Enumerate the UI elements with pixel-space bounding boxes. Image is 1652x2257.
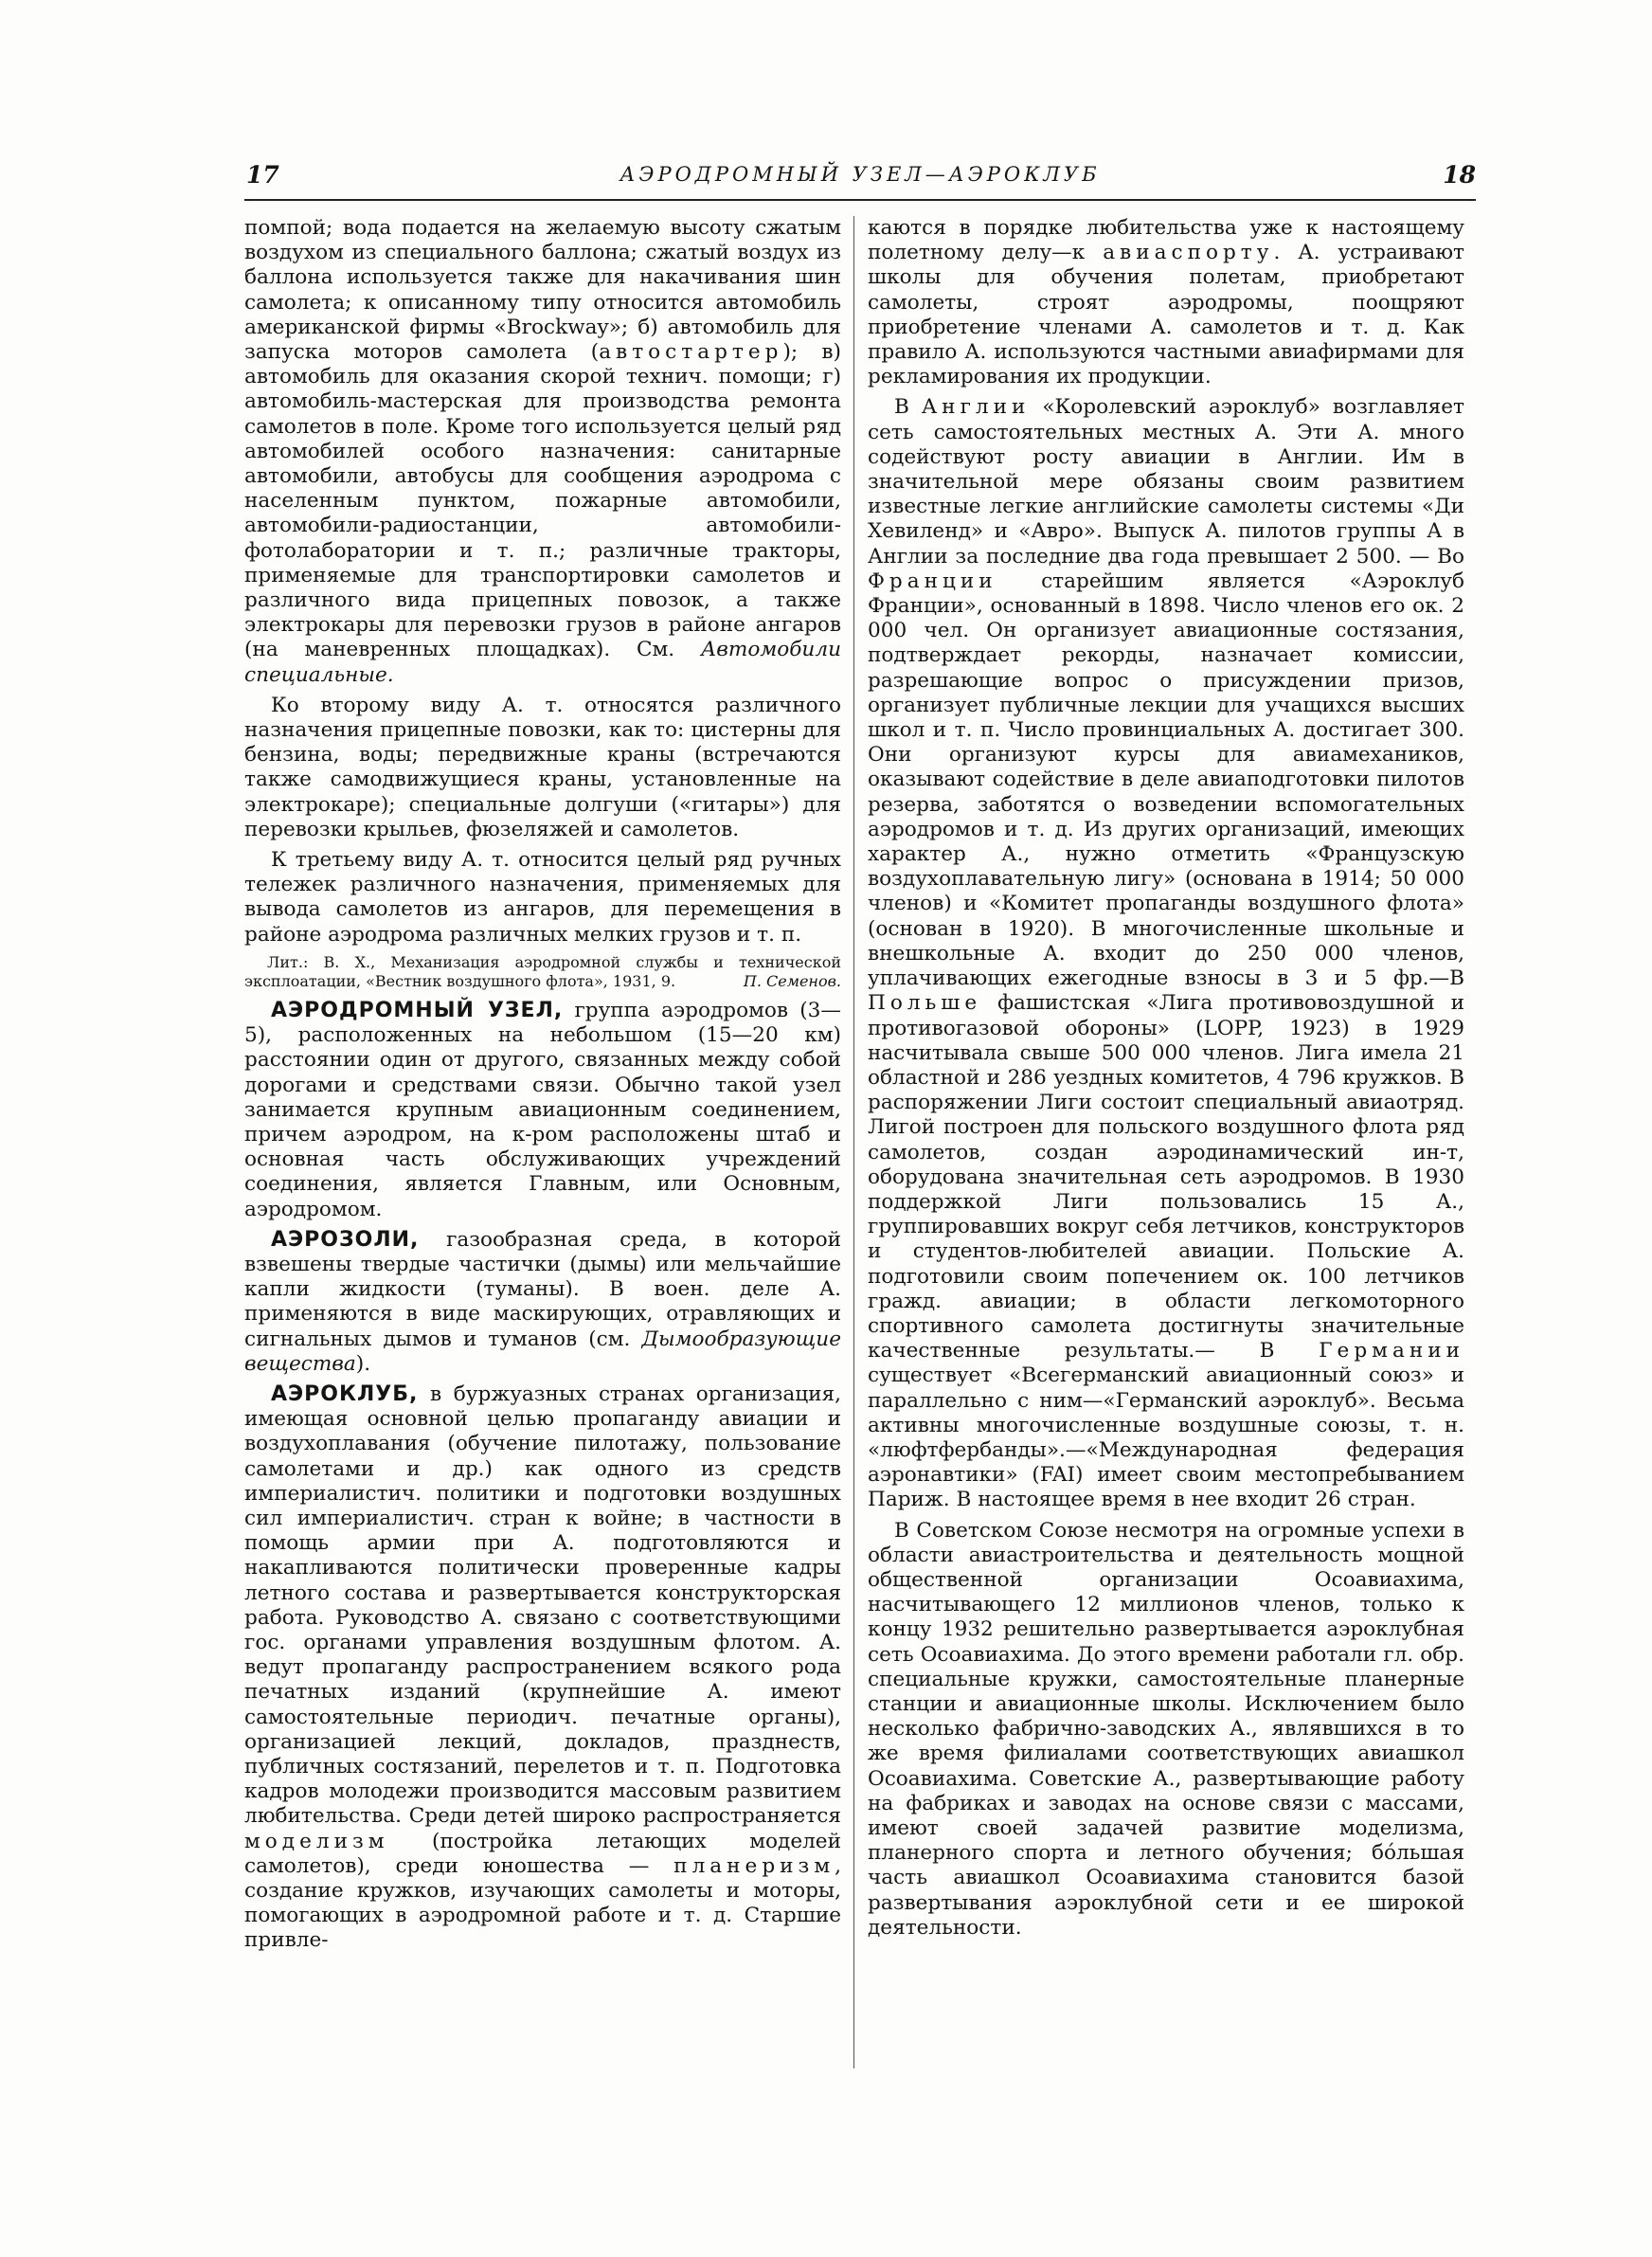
- entry-text: (постройка летающих моделей самолетов), среди юношества —: [244, 1829, 841, 1878]
- literature-note: [244, 953, 841, 991]
- text: ); в) автомобиль для оказания скорой технич. помощи; г) автомобиль-мастерская для производства ремонта самолетов в поле. Кроме того используется целый ряд автомобилей особого назначения: санитарные автомобили, автобусы для сообщения аэродрома с населенным пунктом, пожарные автомобили, автомобили-радиостанции, автомобили-фотолаборатории и т. п.; различные тракторы, применяемые для транспортировки самолетов и различного вида прицепных повозок, а также электрокары для перевозки грузов в районе ангаров (на маневренных площадках). См.: [244, 340, 841, 662]
- text: старейшим является «Аэроклуб Франции», основанный в 1898. Число членов его ок. 2 000 чел. Он организует авиационные состязания, подтверждает рекорды, назначает комиссии, разрешающие вопрос о присуждении призов, организует публичные лекции для учащихся высших школ и т. п. Число провинциальных А. достигает 300. Они организуют курсы для авиамехаников, оказывают содействие в деле авиаподготовки пилотов резерва, заботятся о возведении вспомогательных аэродромов и т. д. Из других организаций, имеющих характер А., нужно отметить «Французскую воздухоплавательную лигу» (основана в 1914; 50 000 членов) и «Комитет пропаганды воздушного флота» (основан в 1920). В многочисленные школьные и внешкольные А. входит до 250 000 членов, уплачивающих ежегодные взносы в 3 и 5 фр.—В: [868, 569, 1464, 991]
- text: . А. устраивают школы для обучения полетам, приобретают самолеты, строят аэродромы, поощряют приобретение членами А. самолетов и т. д. Как правило А. используются частными авиафирмами для рекламирования их продукции.: [868, 241, 1464, 389]
- spaced-term: авиаспорту: [1103, 241, 1274, 265]
- page-number-left: 17: [246, 161, 279, 189]
- spaced-term: Англии: [921, 395, 1031, 420]
- spaced-term: Франции: [868, 569, 997, 593]
- paragraph-third-type: К третьему виду А. т. относится целый ряд ручных тележек различного назначения, применяемых для вывода самолетов из ангаров, для перемещения в районе аэродрома различных мелких грузов и т. п.: [244, 848, 841, 947]
- column-divider: [853, 216, 854, 2068]
- entry-heading: АЭРОЗОЛИ,: [271, 1227, 420, 1252]
- entry-heading: АЭРОДРОМНЫЙ УЗЕЛ,: [271, 998, 564, 1022]
- entry-text: газообразная среда, в которой взвешены твердые частички (дымы) или мельчайшие капли жидкости (туманы). В воен. деле А. применяются в виде маскирующих, отравляющих и сигнальных дымов и туманов (см.: [244, 1227, 841, 1351]
- paragraph-vehicles-types: [244, 216, 841, 688]
- left-column: [244, 216, 841, 2225]
- text: В: [894, 395, 909, 420]
- paragraph-aviasport: [868, 216, 1464, 389]
- entry-text: группа аэродромов (3—5), расположенных на небольшом (15—20 км) расстоянии один от другого, связанных между собой дорогами и средствами связи. Обычно такой узел занимается крупным авиационным соединением, причем аэродром, на к-ром расположены штаб и основная часть обслуживающих учреждений соединения, является Главным, или Основным, аэродромом.: [244, 998, 841, 1221]
- paragraph-second-type: Ко второму виду А. т. относятся различного назначения прицепные повозки, как то: цистерны для бензина, воды; передвижные краны (встречаются также самодвижущиеся краны, установленные на электрокаре); специальные долгуши («гитары») для перевозки крыльев, фюзеляжей и самолетов.: [244, 693, 841, 841]
- spaced-term: моделизм: [244, 1829, 389, 1853]
- text: каются в порядке любительства уже к настоящему полетному делу—к: [868, 216, 1464, 265]
- text: фашистская «Лига противовоздушной и противогазовой обороны» (LOPP, 1923) в 1929 насчитывала свыше 500 000 членов. Лига имела 21 областной и 286 уездных комитетов, 4 796 кружков. В распоряжении Лиги состоит специальный авиаотряд. Лигой построен для польского воздушного флота ряд самолетов, создан аэродинамический ин-т, оборудована значительная сеть аэродромов. В 1930 поддержкой Лиги пользовались 15 А., группировавших вокруг себя летчиков, конструкторов и студентов-любителей авиации. Польские А. подготовили своим попечением ок. 100 летчиков гражд. авиации; в области легкомоторного спортивного самолета достигнуты значительные качественные результаты.— В: [868, 991, 1464, 1363]
- entry-text: , создание кружков, изучающих самолеты и моторы, помогающих в аэродромной работе и т. д. Старшие привле-: [244, 1853, 841, 1953]
- paragraph-soviet-union: В Советском Союзе несмотря на огромные успехи в области авиастроительства и деятельность мощной общественной организации Осоавиахима, насчитывающего 12 миллионов членов, только к концу 1932 решительно развертывается аэроклубная сеть Осоавиахима. До этого времени работали гл. обр. специальные кружки, самостоятельные планерные станции и авиационные школы. Исключением было несколько фабрично-заводских А., являвшихся в то же время филиалами соответствующих авиашкол Осоавиахима. Советские А., развертывающие работу на фабриках и заводах на основе связи с массами, имеют своей задачей развитие моделизма, планерного спорта и летного обучения; бóльшая часть авиашкол Осоавиахима становится базой развертывания аэроклубной сети и ее широкой деятельности.: [868, 1518, 1464, 1940]
- running-header: [244, 159, 1476, 201]
- entry-heading: АЭРОКЛУБ,: [271, 1381, 419, 1406]
- text: помпой; вода подается на желаемую высоту сжатым воздухом из специального баллона; сжатый воздух из баллона используется также для накачивания шин самолета; к описанному типу относится автомобиль американской фирмы «Brockway»; б) автомобиль для запуска моторов самолета (: [244, 216, 841, 365]
- cross-reference: Автомобили специальные.: [244, 638, 841, 687]
- text: ).: [355, 1351, 371, 1376]
- text: существует «Всегерманский авиационный союз» и параллельно с ним—«Германский аэроклуб». Весьма активны многочисленные воздушные союзы, т. н. «люфтфербанды».—«Международная федерация аэронавтики» (FAI) имеет своим местопребыванием Париж. В настоящее время в нее входит 26 стран.: [868, 1363, 1464, 1512]
- paragraph-countries: [868, 395, 1464, 1512]
- right-column: [868, 216, 1464, 2225]
- cross-reference: Дымообразующие вещества: [244, 1327, 841, 1376]
- spaced-term: Германии: [1319, 1339, 1464, 1363]
- text: «Королевский аэроклуб» возглавляет сеть самостоятельных местных А. Эти А. много содействуют росту авиации в Англии. Им в значительной мере обязаны своим развитием известные легкие английские самолеты системы «Ди Хевиленд» и «Авро». Выпуск А. пилотов группы А в Англии за последние два года превышает 2 500. — Во: [868, 395, 1464, 569]
- page-number-right: 18: [1443, 161, 1476, 189]
- entry-aeroclub: [244, 1382, 841, 1954]
- spaced-term: планеризм: [673, 1853, 835, 1878]
- entry-text: в буржуазных странах организация, имеющая основной целью пропаганду авиации и воздухоплавания (обучение пилотажу, пользование самолетами и др.) как одного из средств империалистич. политики и подготовки воздушных сил империалистич. стран к войне; в частности в помощь армии при А. подготовляются и накапливаются политически проверенные кадры летного состава и развертывается конструкторская работа. Руководство А. связано с соответствующими гос. органами управления воздушным флотом. А. ведут пропаганду распространением всякого рода печатных изданий (крупнейшие А. имеют самостоятельные периодич. печатные органы), организацией лекций, докладов, празднеств, публичных состязаний, перелетов и т. п. Подготовка кадров молодежи производится массовым развитием любительства. Среди детей широко распространяется: [244, 1381, 841, 1829]
- entry-aerosols: [244, 1228, 841, 1377]
- spaced-term: автостартер: [599, 340, 783, 365]
- author-signature: П. Семенов.: [743, 971, 841, 990]
- running-title: АЭРОДРОМНЫЙ УЗЕЛ—АЭРОКЛУБ: [620, 163, 1101, 186]
- literature-text: Лит.: В. Х., Механизация аэродромной службы и технической эксплоатации, «Вестник воздушного флота», 1931, 9.: [244, 952, 841, 990]
- entry-aerodrome-node: [244, 999, 841, 1222]
- spaced-term: Польше: [868, 991, 982, 1016]
